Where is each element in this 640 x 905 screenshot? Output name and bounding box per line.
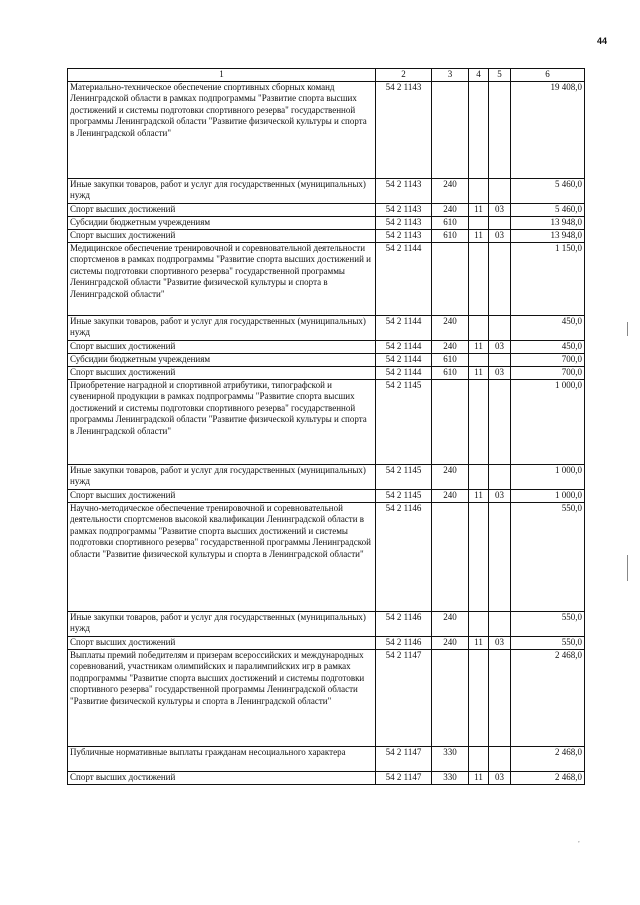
row-rz-cell — [469, 315, 489, 340]
row-rz-cell — [469, 353, 489, 366]
row-vr-cell: 610 — [432, 353, 469, 366]
row-csr-cell: 54 2 1145 — [376, 489, 432, 502]
table-row — [68, 178, 585, 203]
row-name-cell: Спорт высших достижений — [68, 203, 376, 216]
row-rz-cell: 11 — [469, 489, 489, 502]
scan-edge-mark — [627, 322, 628, 336]
row-name-cell: Приобретение наградной и спортивной атрибутики, типографской и сувенирной продукции в рамках подпрограммы "Развитие спорта высших достижений и системы подготовки спортивного резерва" государственной программы Ленинградской области "Развитие физической культуры и спорта в Ленинградской области" — [68, 379, 376, 464]
row-csr-cell: 54 2 1143 — [376, 229, 432, 242]
row-vr-cell — [432, 502, 469, 611]
row-rz-cell — [469, 81, 489, 178]
row-pr-cell: 03 — [489, 489, 511, 502]
row-rz-cell — [469, 649, 489, 746]
row-rz-cell — [469, 746, 489, 771]
row-rz-cell — [469, 178, 489, 203]
table-row — [68, 315, 585, 340]
row-sum-cell: 700,0 — [511, 353, 585, 366]
header-cell: 1 — [68, 69, 376, 82]
row-pr-cell: 03 — [489, 229, 511, 242]
table-row — [68, 464, 585, 489]
row-sum-cell: 13 948,0 — [511, 216, 585, 229]
row-name-cell: Спорт высших достижений — [68, 489, 376, 502]
page-number: 44 — [597, 36, 608, 46]
row-name-cell: Медицинское обеспечение тренировочной и соревновательной деятельности спортсменов в рамках подпрограммы "Развитие спорта высших достижений и системы подготовки спортивного резерва" государственной программы Ленинградской области "Развитие физической культуры и спорта в Ленинградской области" — [68, 242, 376, 315]
row-vr-cell: 610 — [432, 366, 469, 379]
scan-speck: , — [578, 836, 580, 844]
row-pr-cell — [489, 81, 511, 178]
row-rz-cell: 11 — [469, 636, 489, 649]
row-vr-cell: 240 — [432, 636, 469, 649]
row-csr-cell: 54 2 1143 — [376, 178, 432, 203]
row-pr-cell — [489, 242, 511, 315]
row-vr-cell — [432, 242, 469, 315]
row-pr-cell: 03 — [489, 771, 511, 784]
row-pr-cell — [489, 611, 511, 636]
row-csr-cell: 54 2 1143 — [376, 203, 432, 216]
row-pr-cell — [489, 502, 511, 611]
row-name-cell: Спорт высших достижений — [68, 340, 376, 353]
table-row — [68, 203, 585, 216]
row-name-cell: Иные закупки товаров, работ и услуг для государственных (муниципальных) нужд — [68, 178, 376, 203]
row-vr-cell: 240 — [432, 203, 469, 216]
scan-edge-mark — [627, 555, 628, 581]
table-row — [68, 379, 585, 464]
row-sum-cell: 550,0 — [511, 636, 585, 649]
header-cell: 6 — [511, 69, 585, 82]
row-name-cell: Субсидии бюджетным учреждениям — [68, 353, 376, 366]
row-rz-cell — [469, 502, 489, 611]
row-vr-cell: 610 — [432, 216, 469, 229]
row-vr-cell: 240 — [432, 340, 469, 353]
table-row — [68, 489, 585, 502]
row-pr-cell: 03 — [489, 203, 511, 216]
row-csr-cell: 54 2 1147 — [376, 649, 432, 746]
row-vr-cell: 240 — [432, 315, 469, 340]
row-sum-cell: 13 948,0 — [511, 229, 585, 242]
row-vr-cell: 240 — [432, 611, 469, 636]
row-vr-cell: 330 — [432, 746, 469, 771]
row-rz-cell — [469, 216, 489, 229]
table-row — [68, 771, 585, 784]
row-csr-cell: 54 2 1144 — [376, 242, 432, 315]
row-vr-cell — [432, 379, 469, 464]
table-row — [68, 229, 585, 242]
row-pr-cell: 03 — [489, 340, 511, 353]
table-row — [68, 502, 585, 611]
row-sum-cell: 1 000,0 — [511, 379, 585, 464]
row-vr-cell: 610 — [432, 229, 469, 242]
row-csr-cell: 54 2 1146 — [376, 502, 432, 611]
row-pr-cell — [489, 216, 511, 229]
row-vr-cell: 240 — [432, 464, 469, 489]
row-pr-cell: 03 — [489, 636, 511, 649]
row-vr-cell: 240 — [432, 178, 469, 203]
row-pr-cell — [489, 746, 511, 771]
row-sum-cell: 1 000,0 — [511, 464, 585, 489]
row-sum-cell: 2 468,0 — [511, 649, 585, 746]
row-name-cell: Иные закупки товаров, работ и услуг для государственных (муниципальных) нужд — [68, 611, 376, 636]
table-row — [68, 216, 585, 229]
row-pr-cell: 03 — [489, 366, 511, 379]
row-csr-cell: 54 2 1147 — [376, 746, 432, 771]
row-rz-cell — [469, 242, 489, 315]
table-row — [68, 649, 585, 746]
header-cell: 3 — [432, 69, 469, 82]
table-row — [68, 746, 585, 771]
row-name-cell: Спорт высших достижений — [68, 636, 376, 649]
row-sum-cell: 700,0 — [511, 366, 585, 379]
row-rz-cell: 11 — [469, 203, 489, 216]
table-row — [68, 366, 585, 379]
row-csr-cell: 54 2 1144 — [376, 315, 432, 340]
row-sum-cell: 5 460,0 — [511, 203, 585, 216]
row-rz-cell — [469, 379, 489, 464]
table-row — [68, 340, 585, 353]
row-name-cell: Выплаты премий победителям и призерам всероссийских и международных соревнований, участникам олимпийских и паралимпийских игр в рамках подпрограммы "Развитие спорта высших достижений и системы подготовки спортивного резерва" государственной программы Ленинградской области "Развитие физической культуры и спорта в Ленинградской области" — [68, 649, 376, 746]
row-name-cell: Публичные нормативные выплаты гражданам несоциального характера — [68, 746, 376, 771]
row-vr-cell: 330 — [432, 771, 469, 784]
header-cell: 5 — [489, 69, 511, 82]
row-sum-cell: 550,0 — [511, 611, 585, 636]
row-rz-cell — [469, 611, 489, 636]
row-sum-cell: 5 460,0 — [511, 178, 585, 203]
row-name-cell: Иные закупки товаров, работ и услуг для государственных (муниципальных) нужд — [68, 464, 376, 489]
table-row — [68, 353, 585, 366]
row-csr-cell: 54 2 1146 — [376, 636, 432, 649]
row-pr-cell — [489, 649, 511, 746]
row-rz-cell: 11 — [469, 229, 489, 242]
row-rz-cell — [469, 464, 489, 489]
row-name-cell: Научно-методическое обеспечение тренировочной и соревновательной деятельности спортсменов высокой квалификации Ленинградской области в рамках подпрограммы "Развитие спорта высших достижений и системы подготовки спортивного резерва" государственной программы Ленинградской области "Развитие физической культуры и спорта в Ленинградской области" — [68, 502, 376, 611]
row-rz-cell: 11 — [469, 366, 489, 379]
row-vr-cell — [432, 81, 469, 178]
row-vr-cell: 240 — [432, 489, 469, 502]
row-sum-cell: 1 150,0 — [511, 242, 585, 315]
row-name-cell: Спорт высших достижений — [68, 366, 376, 379]
budget-table — [67, 68, 585, 785]
row-csr-cell: 54 2 1143 — [376, 216, 432, 229]
row-vr-cell — [432, 649, 469, 746]
row-sum-cell: 450,0 — [511, 315, 585, 340]
header-cell: 4 — [469, 69, 489, 82]
table-row — [68, 611, 585, 636]
row-sum-cell: 450,0 — [511, 340, 585, 353]
header-cell: 2 — [376, 69, 432, 82]
row-csr-cell: 54 2 1144 — [376, 353, 432, 366]
row-pr-cell — [489, 464, 511, 489]
row-sum-cell: 19 408,0 — [511, 81, 585, 178]
row-csr-cell: 54 2 1143 — [376, 81, 432, 178]
row-rz-cell: 11 — [469, 771, 489, 784]
row-name-cell: Спорт высших достижений — [68, 771, 376, 784]
row-pr-cell — [489, 353, 511, 366]
row-pr-cell — [489, 178, 511, 203]
row-pr-cell — [489, 379, 511, 464]
row-csr-cell: 54 2 1144 — [376, 340, 432, 353]
table-row — [68, 81, 585, 178]
row-sum-cell: 2 468,0 — [511, 746, 585, 771]
row-rz-cell: 11 — [469, 340, 489, 353]
row-csr-cell: 54 2 1147 — [376, 771, 432, 784]
row-name-cell: Спорт высших достижений — [68, 229, 376, 242]
row-csr-cell: 54 2 1145 — [376, 464, 432, 489]
row-name-cell: Материально-техническое обеспечение спортивных сборных команд Ленинградской области в рамках подпрограммы "Развитие спорта высших достижений и системы подготовки спортивного резерва" государственной программы Ленинградской области "Развитие физической культуры и спорта в Ленинградской области" — [68, 81, 376, 178]
row-csr-cell: 54 2 1145 — [376, 379, 432, 464]
table-row — [68, 636, 585, 649]
row-sum-cell: 1 000,0 — [511, 489, 585, 502]
row-csr-cell: 54 2 1144 — [376, 366, 432, 379]
row-name-cell: Иные закупки товаров, работ и услуг для государственных (муниципальных) нужд — [68, 315, 376, 340]
row-sum-cell: 2 468,0 — [511, 771, 585, 784]
row-name-cell: Субсидии бюджетным учреждениям — [68, 216, 376, 229]
table-row — [68, 242, 585, 315]
table-header-row — [68, 69, 585, 82]
row-sum-cell: 550,0 — [511, 502, 585, 611]
row-csr-cell: 54 2 1146 — [376, 611, 432, 636]
row-pr-cell — [489, 315, 511, 340]
